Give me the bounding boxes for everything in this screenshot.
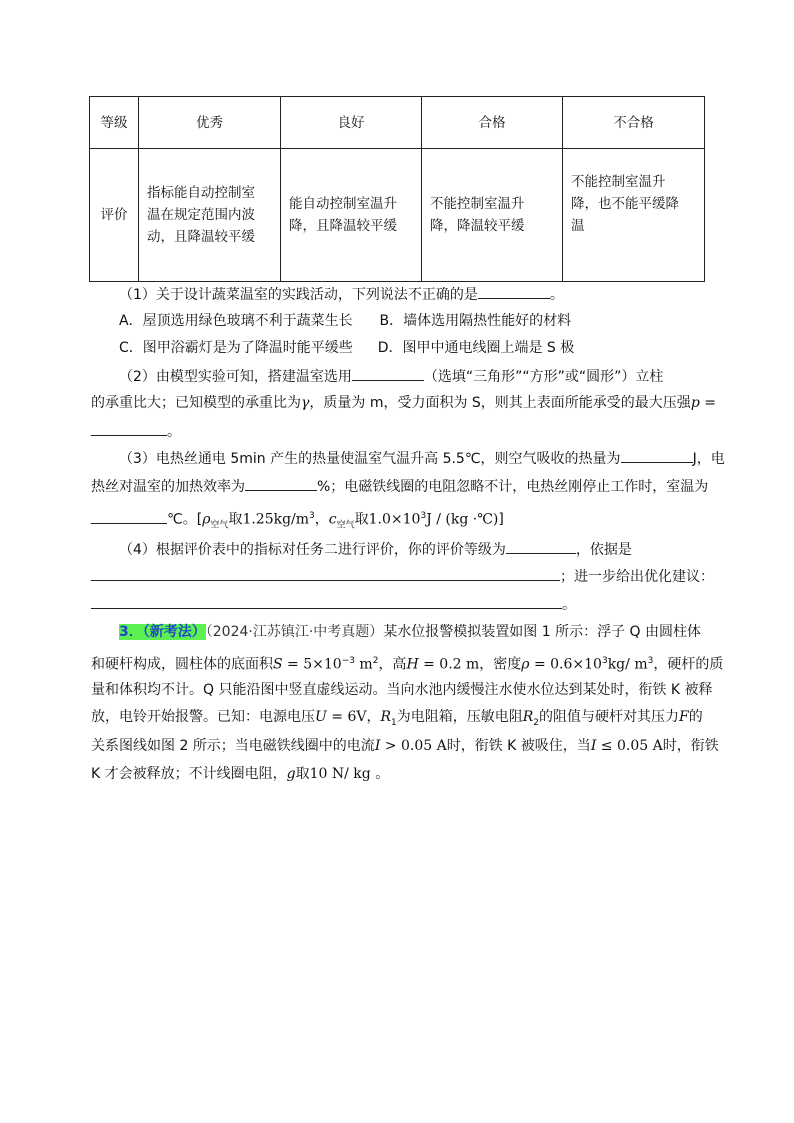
g-value: 10 N/ kg	[309, 766, 371, 782]
q1-stem-text: （1）关于设计蔬菜温室的实践活动，下列说法不正确的是	[119, 287, 478, 303]
table-row-label: 评价	[90, 149, 139, 282]
answer-blank[interactable]	[91, 507, 167, 524]
p3-text: 取	[295, 766, 310, 782]
p3-line-5	[91, 734, 719, 758]
q3-text: （3）电热丝通电 5min 产生的热量使温室气温升高 5.5℃，则空气吸收的热量为	[119, 451, 621, 467]
p3-line-4	[91, 705, 711, 735]
q4-end: 。	[562, 597, 576, 613]
u-value: = 6V	[326, 709, 367, 725]
q3-text: ]	[498, 511, 504, 528]
math-r2: R	[522, 709, 534, 725]
rho-value: 1.25kg/m	[242, 511, 310, 528]
q3-line-2	[91, 474, 711, 499]
q2-line-1	[119, 364, 739, 389]
math-u: U	[315, 709, 327, 725]
q4-line-2	[91, 564, 714, 589]
subscript: 空气	[210, 520, 229, 531]
q4-text: ；进一步给出优化建议：	[560, 569, 714, 585]
q1-stem	[119, 282, 739, 307]
q3-text: %；电磁铁线圈的电阻忽略不计，电热丝刚停止工作时，室温为	[317, 479, 709, 495]
cell-line: 不能控制室温升	[430, 196, 525, 212]
p3-text: ，	[366, 709, 381, 725]
p3-text: ，高	[378, 656, 407, 673]
problem-source: （2024·江苏镇江·中考真题）	[205, 624, 384, 640]
q2-text: （选填“三角形”“方形”或“圆形”）立柱	[423, 369, 664, 385]
math-i: I	[374, 738, 381, 754]
answer-blank[interactable]	[352, 364, 424, 381]
answer-blank[interactable]	[506, 537, 576, 554]
table-row	[90, 149, 705, 282]
p3-text: K 才会被释放；不计线圈电阻，	[91, 766, 287, 782]
table-cell-excellent	[139, 149, 281, 282]
q3-text: 取	[228, 511, 243, 528]
q2-text: （2）由模型实验可知，搭建温室选用	[119, 369, 352, 385]
p3-text: 的阻值与硬杆对其压力	[539, 709, 680, 725]
p3-line-1	[119, 620, 739, 644]
superscript: −3	[341, 656, 355, 666]
q2-end: 。	[167, 424, 181, 440]
p3-text: ，密度	[479, 656, 522, 673]
math-gamma: γ	[301, 395, 310, 411]
cell-line: 降，降温较平缓	[430, 218, 525, 234]
answer-blank[interactable]	[478, 282, 550, 299]
p3-text: 。	[370, 766, 390, 782]
table-header-cell: 等级	[90, 97, 139, 149]
q3-text: ℃。[	[167, 511, 203, 528]
math-i: I	[590, 738, 597, 754]
cell-line: 温在规定范围内波	[147, 207, 255, 223]
q3-text: ，	[314, 511, 329, 528]
subscript: 2	[533, 717, 540, 728]
p3-line-6	[91, 762, 711, 786]
p3-line-2	[91, 649, 724, 677]
q3-line-1	[119, 446, 739, 471]
option-d: D．图甲中通电线圈上端是 S 极	[377, 340, 575, 356]
answer-blank[interactable]	[91, 592, 562, 609]
answer-blank[interactable]	[245, 474, 317, 491]
p3-text: 和硬杆构成，圆柱体的底面积	[91, 656, 273, 673]
q3-text: J，电	[692, 451, 725, 467]
q4-text: ，依据是	[575, 542, 632, 558]
p3-text: 量和体积均不计。Q 只能沿图中竖直虚线运动。当向水池内缓慢注水使水位达到某处时，衔铁 K 被释	[91, 682, 713, 698]
cell-line: 不能控制室温升	[571, 174, 666, 190]
cell-line: 降，且降温较平缓	[289, 218, 397, 234]
evaluation-table	[89, 96, 705, 282]
q4-line-3	[91, 592, 711, 617]
p3-text: 放，电铃开始报警。已知：电源电压	[91, 709, 315, 725]
q4-line-1	[119, 537, 739, 562]
math-rho: ρ	[202, 511, 211, 528]
s-unit: m	[354, 656, 373, 673]
math-s: S	[273, 656, 283, 673]
q3-text: 取	[354, 511, 369, 528]
answer-blank[interactable]	[91, 419, 167, 436]
math-c: c	[328, 511, 337, 528]
superscript: 2	[372, 656, 379, 666]
superscript: 3	[309, 511, 315, 521]
subscript: 空气	[336, 520, 355, 531]
math-g: g	[286, 766, 296, 782]
i-value: ≤ 0.05 A	[596, 738, 663, 754]
answer-blank[interactable]	[91, 564, 560, 581]
option-b: B．墙体选用隔热性能好的材料	[379, 313, 572, 329]
h-value: = 0.2 m	[418, 656, 480, 673]
p3-text: ，硬杆的质	[653, 656, 724, 673]
q1-options-row-2	[119, 336, 739, 360]
q1-options-row-1	[119, 309, 739, 333]
q1-end: 。	[549, 287, 564, 303]
i-value: > 0.05 A	[380, 738, 447, 754]
cell-line: 降，也不能平缓降	[571, 196, 679, 212]
option-a: A．屋顶选用绿色玻璃不利于蔬菜生长	[119, 313, 353, 329]
q3-line-3	[91, 504, 711, 537]
q3-text: 热丝对温室的加热效率为	[91, 479, 245, 495]
rho-value: = 0.6×10	[529, 656, 602, 673]
q2-line-2	[91, 391, 716, 415]
p3-text: 的	[688, 709, 703, 725]
p3-text: 某水位报警模拟装置如图 1 所示：浮子 Q 由圆柱体	[383, 624, 702, 640]
p3-line-3	[91, 678, 711, 702]
cell-line: 指标能自动控制室	[147, 185, 255, 201]
table-header-cell: 优秀	[139, 97, 281, 149]
c-value: 1.0×10	[368, 511, 421, 528]
p3-text: 时，衔铁 K 被吸住，当	[446, 738, 591, 754]
superscript: 3	[647, 656, 654, 666]
table-cell-pass	[422, 149, 563, 282]
c-unit: J / (kg ·℃)	[426, 511, 499, 528]
q2-text: 的承重比大；已知模型的承重比为	[91, 395, 301, 411]
math-r1: R	[380, 709, 392, 725]
cell-line: 动，且降温较平缓	[147, 229, 255, 245]
math-rho: ρ	[521, 656, 530, 673]
rho-unit: kg/ m	[607, 656, 648, 673]
q4-text: （4）根据评价表中的指标对任务二进行评价，你的评价等级为	[119, 542, 506, 558]
s-value: = 5×10	[282, 656, 342, 673]
problem-number-highlight: 3．（新考法）	[119, 624, 206, 640]
answer-blank[interactable]	[621, 446, 693, 463]
superscript: 3	[601, 656, 608, 666]
subscript: 1	[391, 717, 397, 728]
table-cell-good	[281, 149, 422, 282]
p3-text: 为电阻箱，压敏电阻	[396, 709, 523, 725]
math-p: p	[690, 395, 700, 411]
table-header-cell: 不合格	[563, 97, 705, 149]
q2-line-3	[91, 419, 711, 444]
table-header-cell: 良好	[281, 97, 422, 149]
table-cell-fail	[563, 149, 705, 282]
table-header-cell: 合格	[422, 97, 563, 149]
cell-line: 能自动控制室温升	[289, 196, 397, 212]
p3-text: 时，衔铁	[662, 738, 719, 754]
math-h: H	[406, 656, 419, 673]
superscript: 3	[420, 511, 427, 521]
table-header-row	[90, 97, 705, 149]
p3-text: 关系图线如图 2 所示；当电磁铁线圈中的电流	[91, 738, 375, 754]
math-f: F	[679, 709, 689, 725]
cell-line: 温	[571, 218, 585, 234]
option-c: C．图甲浴霸灯是为了降温时能平缓些	[119, 340, 353, 356]
q2-eq: =	[699, 395, 716, 411]
q2-text: ，质量为 m，受力面积为 S，则其上表面所能承受的最大压强	[309, 395, 691, 411]
